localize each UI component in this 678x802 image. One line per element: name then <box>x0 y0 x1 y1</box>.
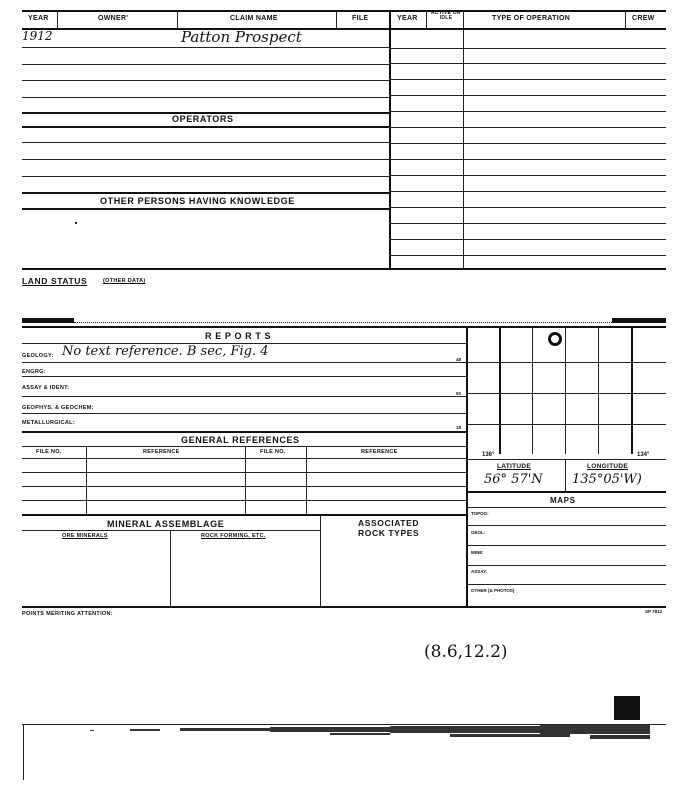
general-references-title: GENERAL REFERENCES <box>181 435 300 445</box>
margin-number-18: 18 <box>456 425 462 430</box>
other-persons-title: OTHER PERSONS HAVING KNOWLEDGE <box>100 196 295 206</box>
longitude-left: 136° <box>482 452 495 458</box>
entry-year: 1912 <box>22 29 53 43</box>
header-file: FILE <box>352 15 369 22</box>
coordinates-note: (8.6,12.2) <box>424 642 508 662</box>
ref-col-file-no-2: FILE NO. <box>260 449 286 455</box>
associated-label: ASSOCIATED <box>358 518 420 528</box>
longitude-right: 134° <box>637 452 650 458</box>
ref-col-file-no: FILE NO. <box>36 449 62 455</box>
maps-mine: MINE: <box>471 550 484 555</box>
ore-minerals-label: ORE MINERALS <box>62 533 108 539</box>
header-type-of-operation: TYPE OF OPERATION <box>492 15 571 22</box>
geology-value: No text reference. B sec, Fig. 4 <box>62 344 269 359</box>
operators-title: OPERATORS <box>172 114 234 124</box>
engrg-label: ENGRG: <box>22 369 46 375</box>
ref-col-reference-2: REFERENCE <box>361 449 398 455</box>
entry-claim-name: Patton Prospect <box>181 28 302 46</box>
maps-other: OTHER (& PHOTOS) <box>471 588 515 593</box>
reports-title: R E P O R T S <box>205 331 272 341</box>
rock-forming-label: ROCK FORMING, ETC. <box>201 533 266 539</box>
mineral-assemblage-title: MINERAL ASSEMBLAGE <box>107 519 225 529</box>
maps-geol: GEOL: <box>471 530 486 535</box>
header-claim-name: CLAIM NAME <box>230 15 278 22</box>
header-year-2: YEAR <box>397 15 418 22</box>
margin-number-48: 48 <box>456 357 462 362</box>
scan-noise-band <box>30 718 666 754</box>
maps-topog: TOPOG: <box>471 511 489 516</box>
latitude-value: 56° 57'N <box>484 472 543 487</box>
land-status-label: LAND STATUS <box>22 276 88 286</box>
maps-assay: ASSAY: <box>471 569 488 574</box>
longitude-label: LONGITUDE <box>587 463 628 470</box>
land-status-note: (OTHER DATA) <box>103 278 146 284</box>
ref-col-reference: REFERENCE <box>143 449 180 455</box>
header-active-idle: ACTIVE OR IDLE <box>431 10 461 21</box>
latitude-label: LATITUDE <box>497 463 532 470</box>
points-meriting-attention: POINTS MERITING ATTENTION: <box>22 611 113 617</box>
header-owner: OWNER' <box>98 15 129 22</box>
location-marker-icon <box>548 332 562 346</box>
rock-types-label: ROCK TYPES <box>358 528 420 538</box>
header-year: YEAR <box>28 15 49 22</box>
margin-number-50: 50 <box>456 391 462 396</box>
metallurgical-label: METALLURGICAL: <box>22 420 75 426</box>
geophys-label: GEOPHYS. & GEOCHEM: <box>22 405 94 411</box>
form-number: SP 7812 <box>645 609 663 614</box>
assay-label: ASSAY & IDENT: <box>22 385 70 391</box>
maps-title: MAPS <box>550 496 576 505</box>
header-crew: CREW <box>632 15 655 22</box>
longitude-value: 135°05'W) <box>572 472 642 487</box>
geology-label: GEOLOGY: <box>22 353 54 359</box>
